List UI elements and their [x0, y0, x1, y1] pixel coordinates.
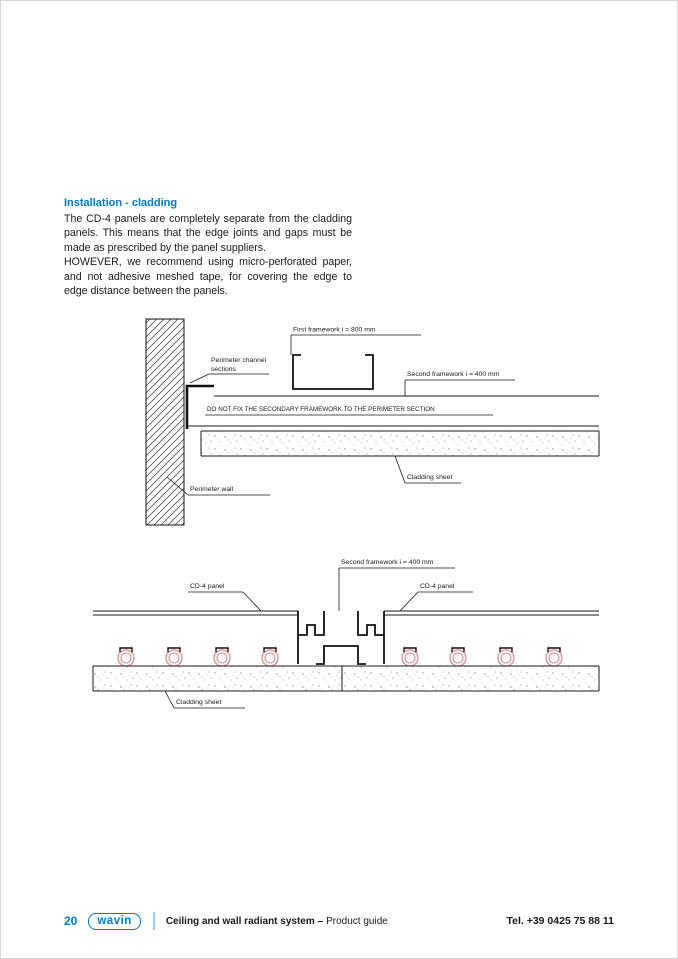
- footer-phone: Tel. +39 0425 75 88 11: [506, 915, 614, 927]
- label-cladding-sheet-text: Cladding sheet: [176, 699, 222, 706]
- label-cladding-sheet: [165, 691, 245, 708]
- page-number: 20: [64, 914, 78, 928]
- warning-note: [205, 406, 493, 415]
- first-framework-profile: [293, 355, 373, 389]
- pipe: [402, 648, 418, 666]
- pipe: [166, 648, 182, 666]
- label-perimeter-channel-line1: Perimeter channel: [211, 357, 267, 364]
- intro-text-block: [64, 197, 352, 298]
- wavin-logo: wavin: [88, 913, 140, 930]
- label-cladding-sheet: [395, 456, 461, 483]
- page-footer: [64, 909, 614, 933]
- pipe: [214, 648, 230, 666]
- perimeter-wall-section: [146, 319, 184, 525]
- document-title: [166, 916, 388, 927]
- label-cd4-panel-left: [188, 583, 261, 611]
- cladding-sheet-band: [93, 666, 599, 691]
- panel-joint-profile: [298, 611, 384, 664]
- label-perimeter-channel-line2: sections: [211, 366, 236, 373]
- section-heading: Installation - cladding: [64, 197, 178, 209]
- diagram-panel-joint-detail: [83, 553, 603, 728]
- pipe: [262, 648, 278, 666]
- pipe: [498, 648, 514, 666]
- label-perimeter-channel: [190, 357, 269, 383]
- label-second-framework: [405, 371, 515, 396]
- cladding-sheet-band: [201, 431, 599, 456]
- pipe: [118, 648, 134, 666]
- paragraph-1: The CD-4 panels are completely separate from the cladding panels. This means that the edge joints and gaps must be made as prescribed by the panel suppliers.: [64, 213, 352, 254]
- label-cd4-right-text: CD-4 panel: [420, 583, 455, 590]
- label-second-framework-text: Second framework i = 400 mm: [341, 559, 434, 566]
- label-cd4-panel-right: [400, 583, 473, 611]
- pipe: [450, 648, 466, 666]
- label-first-framework: [291, 327, 421, 356]
- label-cladding-sheet-text: Cladding sheet: [407, 474, 453, 481]
- document-title-bold: Ceiling and wall radiant system –: [165, 915, 324, 927]
- pipe: [546, 648, 562, 666]
- diagram-perimeter-detail: [83, 316, 603, 531]
- cd4-panels: [93, 611, 599, 615]
- label-first-framework-text: First framework i = 800 mm: [293, 326, 376, 334]
- label-perimeter-wall-text: Perimeter wall: [190, 486, 234, 493]
- pipe-cross-sections: [118, 648, 562, 666]
- paragraph-2: HOWEVER, we recommend using micro-perforated paper, and not adhesive meshed tape, for covering the edge to edge distance between the panels.: [64, 256, 352, 298]
- footer-divider: [153, 912, 155, 930]
- label-second-framework-text: Second framework i = 400 mm: [407, 371, 500, 378]
- document-title-regular: Product guide: [326, 915, 388, 927]
- warning-text: DO NOT FIX THE SECONDARY FRAMEWORK TO THE PERIMETER SECTION: [207, 406, 435, 413]
- label-cd4-left-text: CD-4 panel: [190, 583, 225, 590]
